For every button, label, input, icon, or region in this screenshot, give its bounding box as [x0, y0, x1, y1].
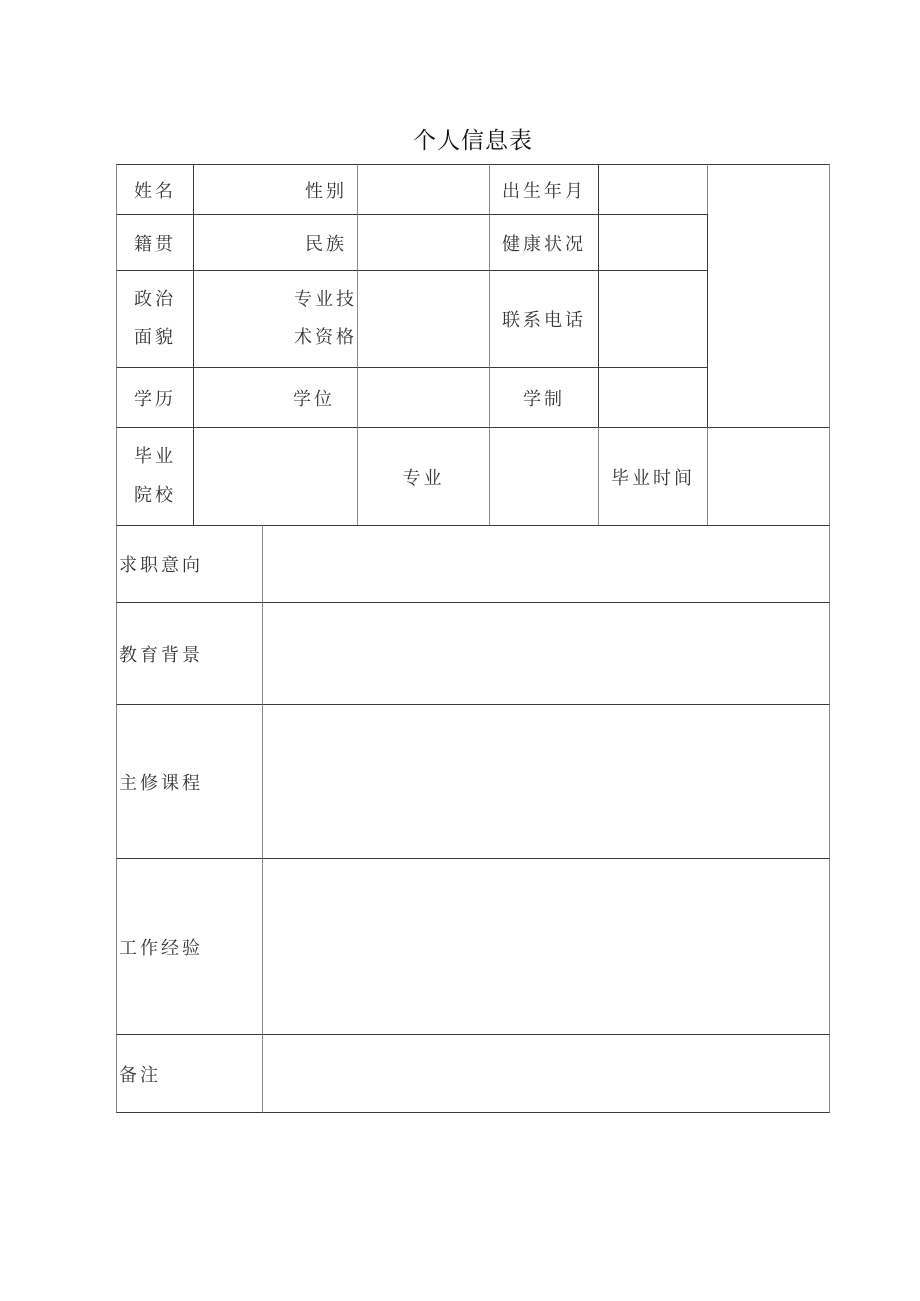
- major-label: 专业: [357, 427, 490, 526]
- ethnic-field[interactable]: [357, 214, 490, 271]
- phone-label: 联系电话: [489, 270, 599, 368]
- native-ethnic-cell[interactable]: [193, 214, 358, 271]
- section-label-work-experience: 工作经验: [116, 858, 263, 1035]
- page-title: 个人信息表: [413, 128, 533, 154]
- education-label: 学历: [116, 367, 194, 428]
- qual-field[interactable]: [357, 270, 490, 368]
- birth-field[interactable]: [598, 164, 708, 215]
- birth-label: 出生年月: [489, 164, 599, 215]
- major-field[interactable]: [489, 427, 599, 526]
- name-label: 姓名: [116, 164, 194, 215]
- health-label: 健康状况: [489, 214, 599, 271]
- school-label-line2: 院校: [134, 484, 176, 506]
- education-degree-cell[interactable]: [193, 367, 358, 428]
- work-experience-field[interactable]: [262, 858, 830, 1035]
- gender-field[interactable]: [357, 164, 490, 215]
- job-intent-field[interactable]: [262, 525, 830, 603]
- photo-cell[interactable]: [707, 164, 830, 428]
- gender-label: 性别: [305, 180, 347, 202]
- school-label-line1: 毕业: [134, 446, 176, 468]
- grad-time-label: 毕业时间: [598, 427, 708, 526]
- section-label-education-background: 教育背景: [116, 602, 263, 705]
- grad-time-field[interactable]: [707, 427, 830, 526]
- politics-qual-cell[interactable]: [193, 270, 358, 368]
- section-label-remarks: 备注: [116, 1034, 263, 1113]
- section-label-courses: 主修课程: [116, 704, 263, 859]
- remarks-field[interactable]: [262, 1034, 830, 1113]
- duration-label: 学制: [489, 367, 599, 428]
- school-field[interactable]: [193, 427, 358, 526]
- section-label-job-intent: 求职意向: [116, 525, 263, 603]
- ethnic-label: 民族: [305, 233, 347, 255]
- politics-label-line1: 政治: [134, 289, 176, 310]
- duration-field[interactable]: [598, 367, 708, 428]
- degree-field[interactable]: [357, 367, 490, 428]
- education-background-field[interactable]: [262, 602, 830, 705]
- courses-field[interactable]: [262, 704, 830, 859]
- native-label: 籍贯: [116, 214, 194, 271]
- school-label: [116, 427, 194, 526]
- degree-label: 学位: [293, 388, 335, 410]
- health-field[interactable]: [598, 214, 708, 271]
- politics-label-line2: 面貌: [134, 327, 176, 348]
- qual-label-line2: 术资格: [294, 327, 357, 348]
- qual-label-line1: 专业技: [294, 289, 357, 310]
- politics-label: [116, 270, 194, 368]
- phone-field[interactable]: [598, 270, 708, 368]
- name-gender-cell[interactable]: [193, 164, 358, 215]
